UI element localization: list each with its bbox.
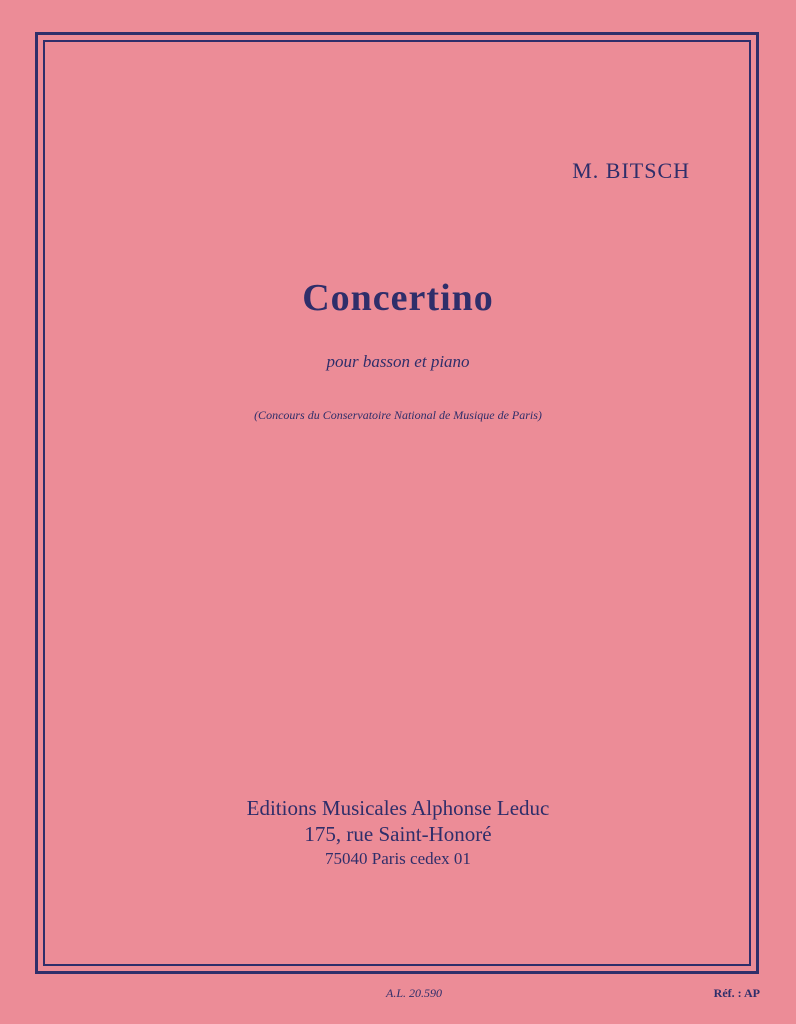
publisher-city: 75040 Paris cedex 01 [325,849,471,868]
catalog-number: A.L. 20.590 [386,986,443,1000]
instrumentation-subtitle: pour basson et piano [326,352,470,371]
reference-code: Réf. : AP [713,986,760,1000]
publisher-street: 175, rue Saint-Honoré [304,822,492,846]
publisher-name: Editions Musicales Alphonse Leduc [246,796,550,820]
composer-name: M. BITSCH [572,158,690,183]
work-title: Concertino [302,277,494,319]
publisher-block [0,795,796,871]
competition-note: (Concours du Conservatoire National de Musique de Paris) [254,408,542,422]
